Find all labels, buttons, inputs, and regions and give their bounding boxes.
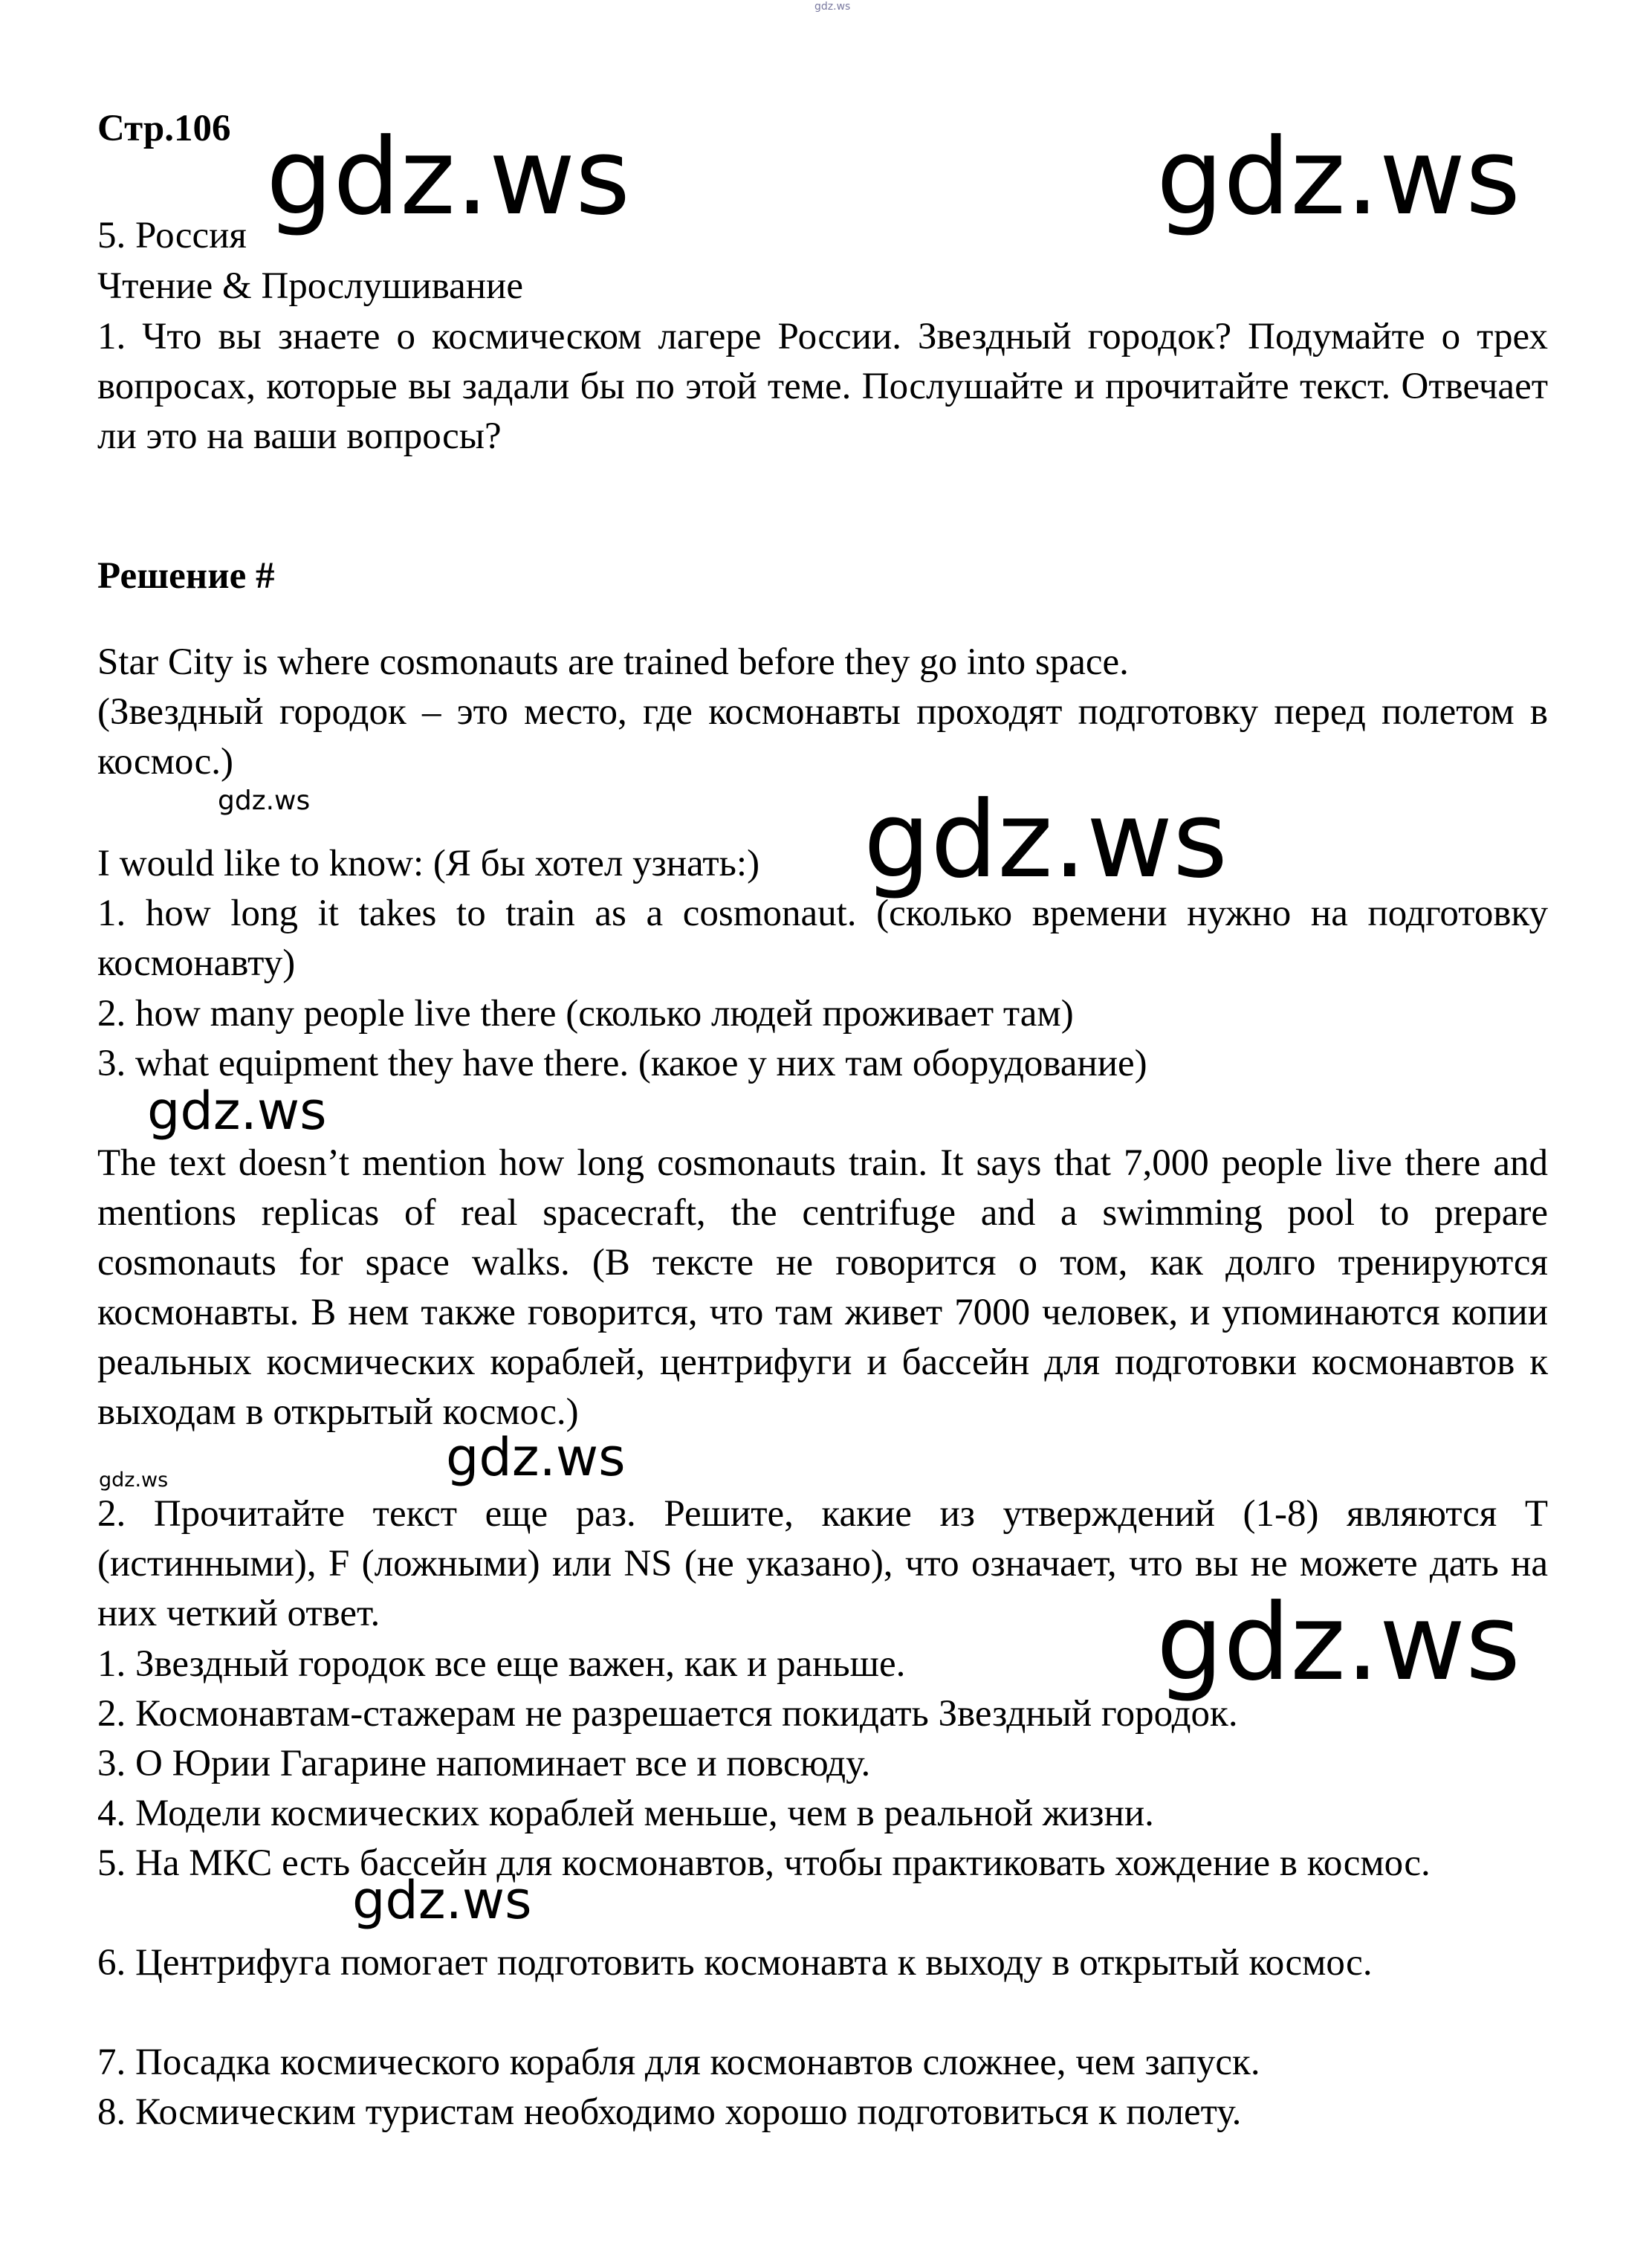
watermark-small: gdz.ws — [99, 1469, 169, 1492]
watermark-medium: gdz.ws — [147, 1081, 327, 1142]
watermark-small: gdz.ws — [218, 786, 311, 816]
watermark-large: gdz.ws — [266, 116, 631, 239]
know-label: I would like to know: (Я бы хотел узнать:) — [97, 843, 760, 884]
watermark-top: gdz.ws — [814, 1, 851, 13]
question-item: 3. what equipment they have there. (какое у них там оборудование) — [97, 1043, 1147, 1084]
solution-intro-ru: (Звездный городок – это место, где космонавты проходят подготовку перед полетом в космос.) — [97, 691, 1548, 783]
watermark-large: gdz.ws — [1156, 1582, 1521, 1704]
task1-text: 1. Что вы знаете о космическом лагере России. Звездный городок? Подумайте о трех вопросах, которые вы задали бы по этой теме. Послушайте и прочитайте текст. Отвечает ли это на ваши вопросы? — [97, 316, 1548, 457]
section-title: Чтение & Прослушивание — [97, 265, 523, 307]
watermark-large: gdz.ws — [1156, 116, 1521, 239]
unit-title: 5. Россия — [97, 215, 247, 256]
watermark-medium: gdz.ws — [352, 1870, 532, 1931]
statement-item: 6. Центрифуга помогает подготовить космонавта к выходу в открытый космос. — [97, 1942, 1373, 1984]
page-label: Стр.106 — [97, 108, 231, 149]
statement-item: 7. Посадка космического корабля для космонавтов сложнее, чем запуск. — [97, 2042, 1260, 2083]
solution-heading: Решение # — [97, 555, 275, 597]
statement-item: 1. Звездный городок все еще важен, как и раньше. — [97, 1643, 906, 1685]
task2-instruction: 2. Прочитайте текст еще раз. Решите, какие из утверждений (1-8) являются T (истинными), F (ложными) или NS (не указано), что означает, что вы не можете дать на них четкий ответ. — [97, 1493, 1548, 1634]
question-item: 2. how many people live there (сколько людей проживает там) — [97, 993, 1074, 1035]
watermark-medium: gdz.ws — [446, 1427, 626, 1488]
statement-item: 8. Космическим туристам необходимо хорошо подготовиться к полету. — [97, 2091, 1242, 2133]
statement-item: 4. Модели космических кораблей меньше, чем в реальной жизни. — [97, 1793, 1154, 1834]
watermark-large: gdz.ws — [864, 779, 1228, 902]
statement-item: 3. О Юрии Гагарине напоминает все и повсюду. — [97, 1743, 871, 1784]
statement-item: 2. Космонавтам-стажерам не разрешается покидать Звездный городок. — [97, 1693, 1238, 1735]
statement-item: 5. На МКС есть бассейн для космонавтов, чтобы практиковать хождение в космос. — [97, 1842, 1431, 1884]
solution-intro-en: Star City is where cosmonauts are trained before they go into space. — [97, 641, 1129, 683]
solution-answer: The text doesn’t mention how long cosmonauts train. It says that 7,000 people live there and mentions replicas of real spacecraft, the centrifuge and a swimming pool to prepare cosmonauts for space walks. (В тексте не говорится о том, как долго тренируются космонавты. В нем также говорится, что там живет 7000 человек, и упоминаются копии реальных космических кораблей, центрифуги и бассейн для подготовки космонавтов к выходам в открытый космос.) — [97, 1142, 1548, 1433]
question-item: 1. how long it takes to train as a cosmonaut. (сколько времени нужно на подготовку космонавту) — [97, 893, 1548, 984]
